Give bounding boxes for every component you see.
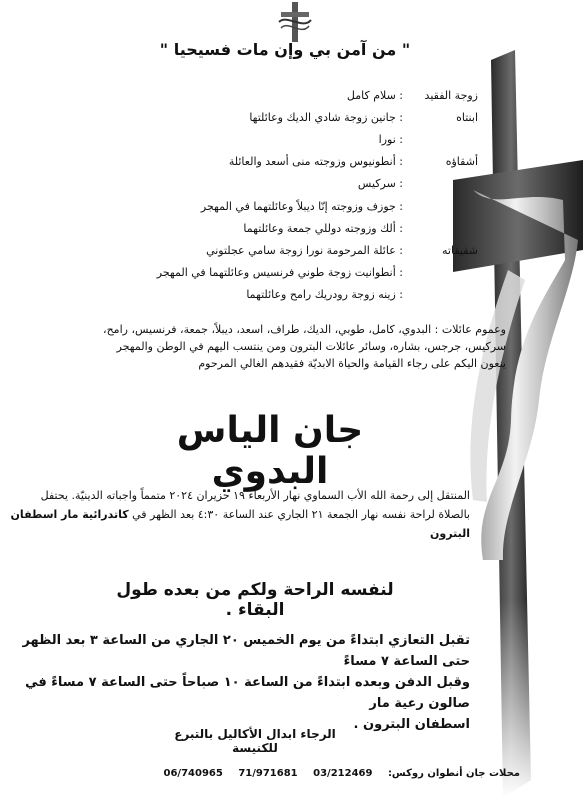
family-row [98, 217, 478, 239]
condolences-line: اسطفان البترون . [353, 717, 470, 732]
phone-number: 03/212469 [313, 768, 373, 779]
relation-names: : سلام كامل [346, 88, 403, 102]
relation-names: : عائلة المرحومة نورا زوجة سامي عجلتوني [206, 243, 403, 257]
phone-number: 71/971681 [238, 768, 298, 779]
family-row [98, 173, 478, 195]
church-name: كاتدرائية مار اسطفان [10, 508, 129, 521]
relation-names: : أنطوانيت زوجة طوني فرنسيس وعائلتهما في المهجر [156, 266, 403, 280]
footer-contacts [163, 768, 520, 779]
clans-paragraph [66, 321, 506, 372]
bible-verse: " من آمن بي وإن مات فسيحيا " [159, 40, 411, 59]
clans-line: سركيس، جرجس، بشاره، وسائر عائلات البترون ومن ينتسب اليهم في الوطن والمهجر [116, 340, 506, 353]
relation-names: : سركيس [357, 177, 403, 191]
relation-names: : جوزف وزوجته إنّا ديبلاً وعائلتهما في المهجر [200, 199, 403, 213]
relation-names: : زينه زوجة رودريك رامح وعائلتهما [246, 288, 403, 302]
relation-label: شقيقاته [442, 243, 478, 257]
notice-text: بالصلاة لراحة نفسه نهار الجمعة ٢١ الجاري عند الساعة ٤:٣٠ بعد الظهر في [128, 508, 470, 521]
family-row [98, 195, 478, 217]
family-row [98, 128, 478, 150]
clans-line: ينعون اليكم على رجاء القيامة والحياة الابديّة فقيدهم الغالي المرحوم [198, 357, 506, 370]
deceased-name: جان الياس البدوي [176, 410, 364, 492]
family-row [98, 262, 478, 284]
condolences-line: وقبل الدفن وبعده ابتداءً من الساعة ١٠ صباحاً حتى الساعة ٧ مساءً في صالون رعية مار [25, 675, 470, 711]
notice-line [10, 505, 470, 524]
relation-names: : نورا [378, 132, 403, 146]
family-row [98, 84, 478, 106]
relation-names: : جانين زوجة شادي الديك وعائلتها [249, 110, 403, 124]
condolences-paragraph [10, 630, 470, 735]
clans-line: وعموم عائلات : البدوي، كامل، طوبي، الديك، طراف، اسعد، ديبلاً، جمعة، فرنسيس، رامح، [103, 323, 506, 336]
relation-label: ابنتاه [456, 110, 478, 124]
family-row [98, 106, 478, 128]
ornament-cross-icon [275, 0, 315, 44]
rest-wish: لنفسه الراحة ولكم من بعده طول البقاء . [116, 580, 394, 620]
condolences-line: تقبل التعازي ابتداءً من يوم الخميس ٢٠ الجاري من الساعة ٣ بعد الظهر حتى الساعة ٧ مساءً [22, 633, 470, 669]
footer-label: محلات جان أنطوان روكس: [387, 768, 520, 779]
family-row [98, 239, 478, 261]
donation-note: الرجاء ابدال الأكاليل بالتبرع للكنيسة [174, 727, 336, 755]
notice-line: البترون [430, 527, 470, 540]
family-row [98, 151, 478, 173]
phone-number: 06/740965 [163, 768, 223, 779]
relation-label: أشقاؤه [445, 155, 478, 169]
notice-line: المنتقل إلى رحمة الله الأب السماوي نهار الأربعاء ١٩ حزيران ٢٠٢٤ متمماً واجباته الدينيّة. يحتفل [40, 489, 470, 502]
family-list [98, 84, 478, 306]
relation-names: : ألك وزوجته دوللي جمعة وعائلتهما [243, 221, 403, 235]
relation-names: : أنطونيوس وزوجته منى أسعد والعائلة [228, 155, 403, 169]
funeral-notice [10, 486, 470, 543]
relation-label: زوجة الفقيد [424, 88, 478, 102]
family-row [98, 284, 478, 306]
